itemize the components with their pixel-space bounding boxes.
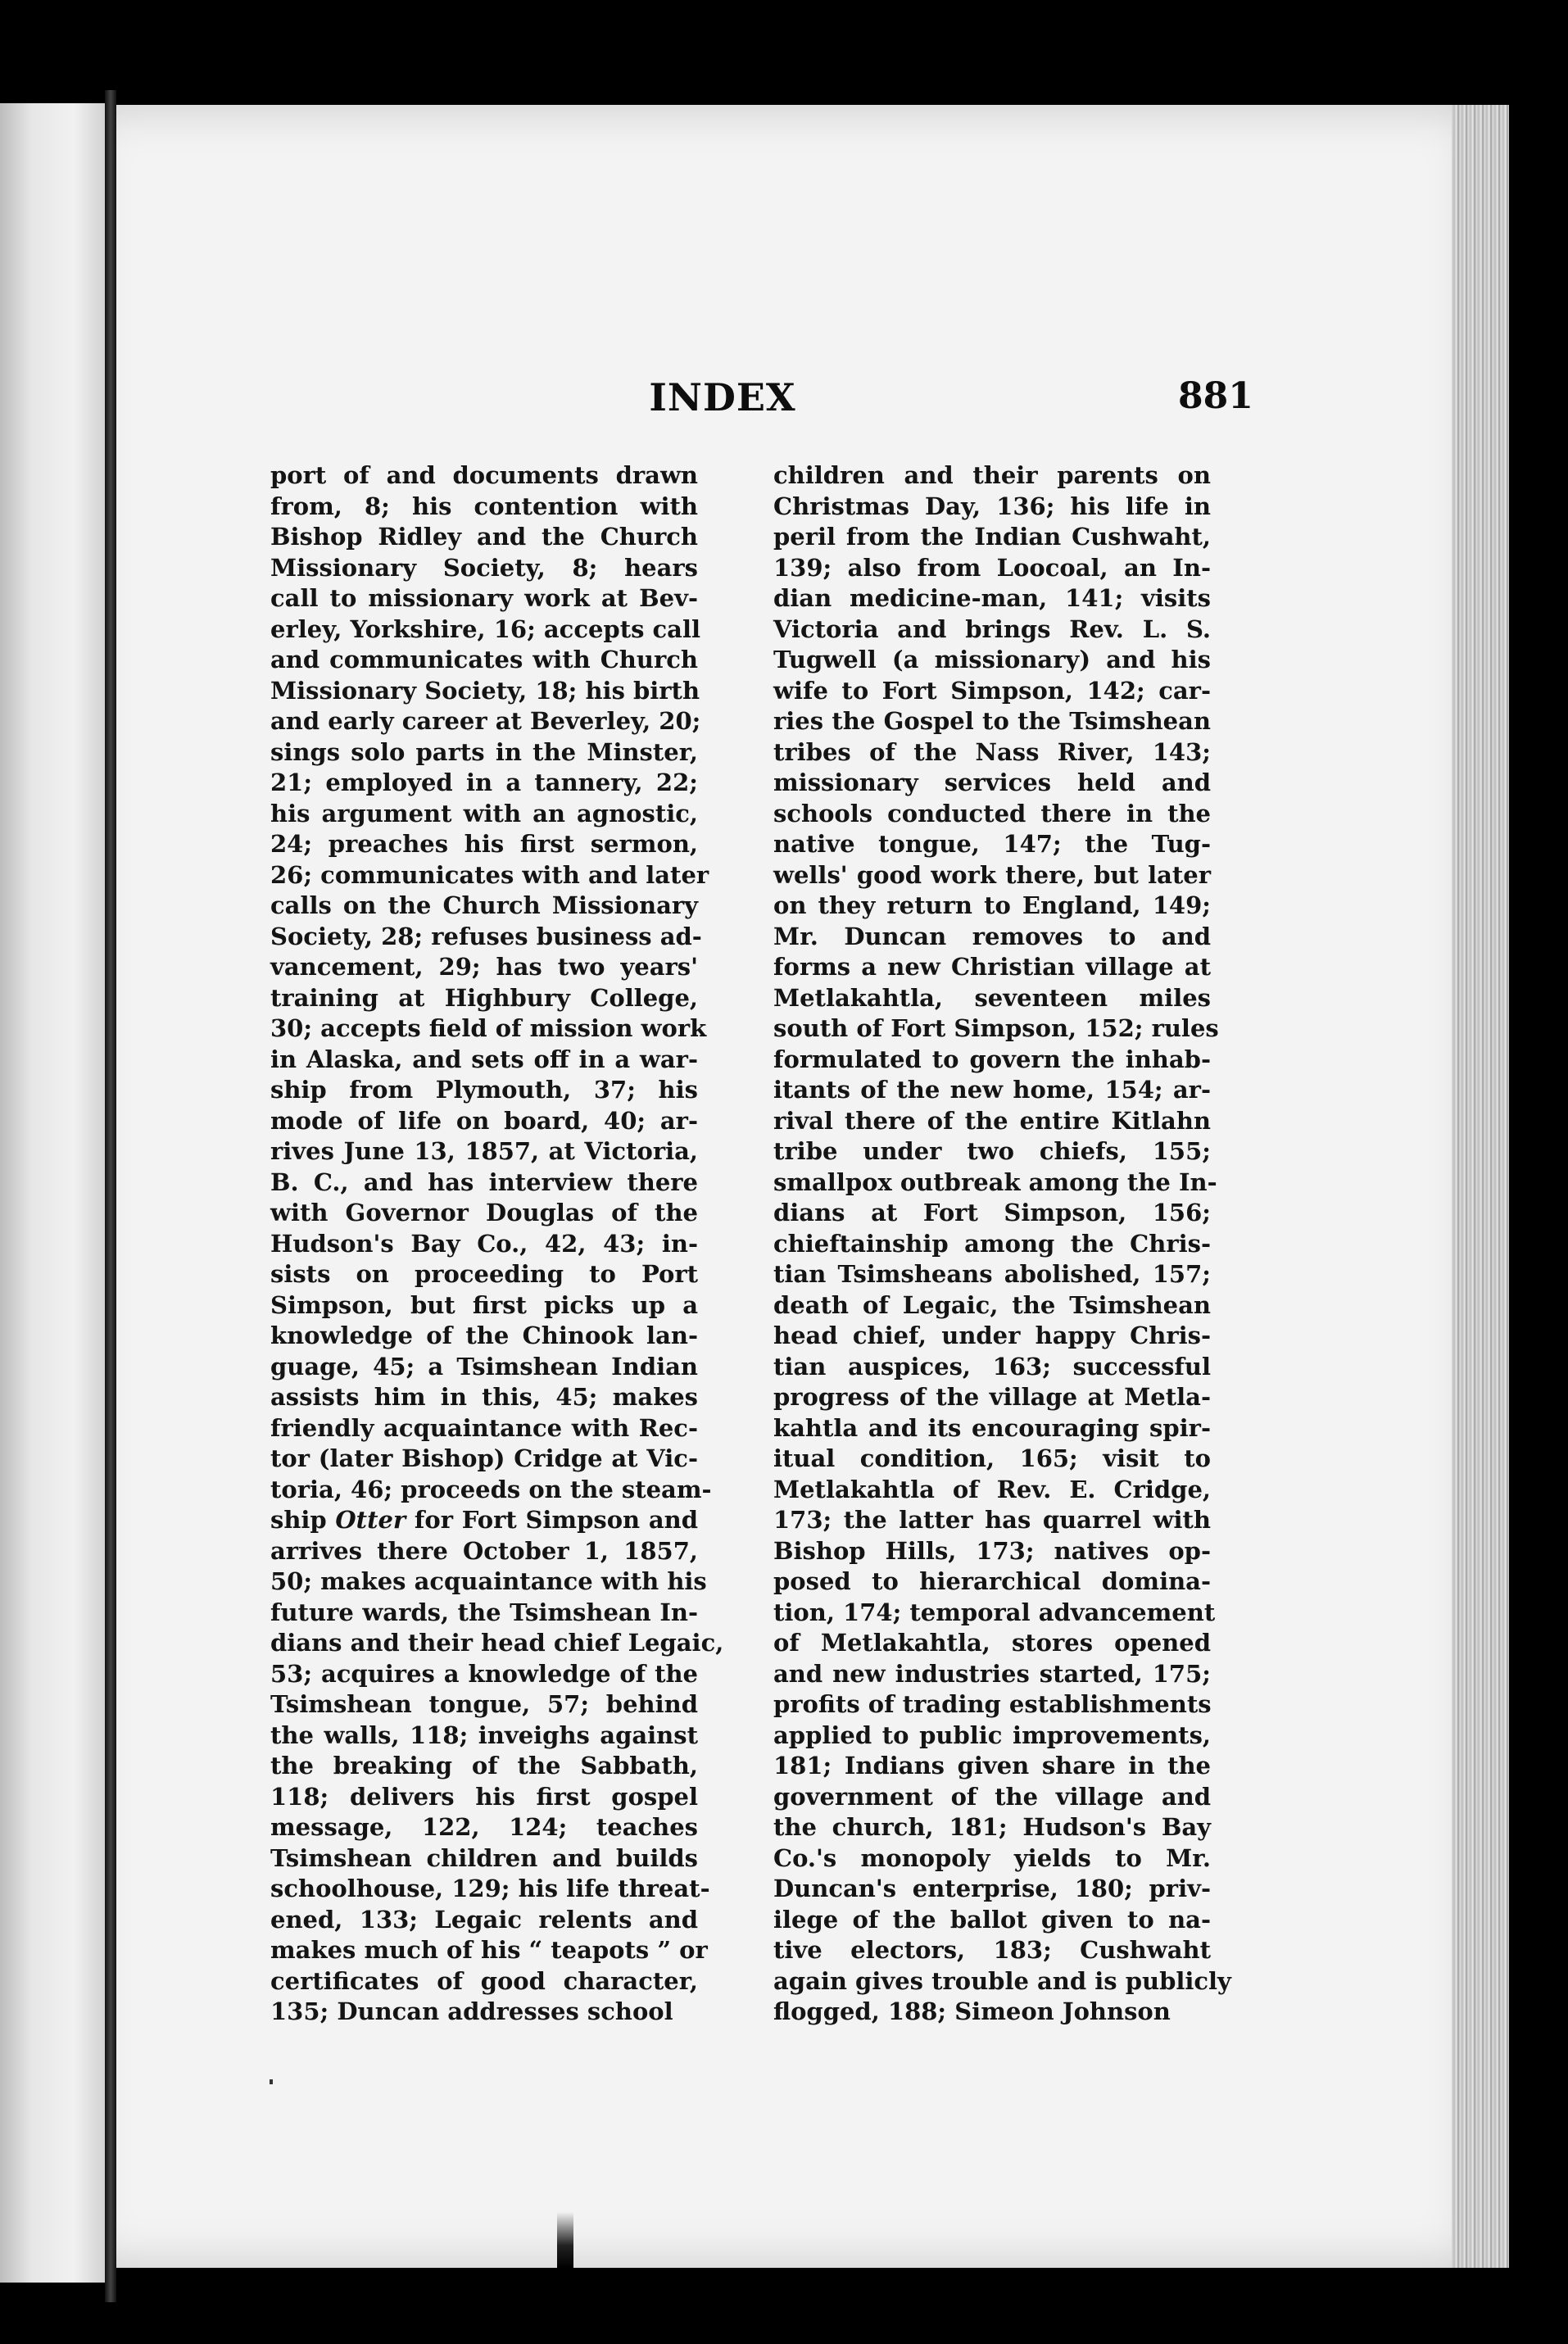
index-line: tian Tsimsheans abolished, 157; [773,1260,1211,1288]
index-line: Metlakahtla, seventeen miles [773,983,1211,1012]
book-gutter-shadow [105,90,116,2302]
index-line: itants of the new home, 154; ar- [773,1076,1211,1104]
index-line: chieftainship among the Chris- [773,1229,1211,1258]
ship-name: Otter [335,1506,406,1534]
index-line: ship from Plymouth, 37; his [270,1076,698,1104]
index-line: 21; employed in a tannery, 22; [270,768,698,796]
index-line: message, 122, 124; teaches [270,1813,698,1841]
binding-shadow [557,2212,573,2268]
index-line: Bishop Hills, 173; natives op- [773,1536,1211,1565]
index-line: and new industries started, 175; [773,1659,1211,1688]
book-page [116,105,1509,2268]
index-line: dian medicine-man, 141; visits [773,584,1211,612]
index-line: 26; communicates with and later [270,860,709,889]
index-line: rives June 13, 1857, at Victoria, [270,1137,698,1165]
index-column-left [270,460,724,2028]
index-line: Victoria and brings Rev. L. S. [773,614,1211,643]
index-line: smallpox outbreak among the In- [773,1167,1217,1196]
index-line: rival there of the entire Kitlahn [773,1106,1211,1135]
index-line: sists on proceeding to Port [270,1260,698,1288]
index-line: progress of the village at Metla- [773,1383,1211,1411]
index-line: Bishop Ridley and the Church [270,523,698,551]
index-line: of Metlakahtla, stores opened [773,1629,1211,1657]
index-line: Tsimshean tongue, 57; behind [270,1690,698,1718]
index-line: tor (later Bishop) Cridge at Vic- [270,1444,698,1472]
index-line: mode of life on board, 40; ar- [270,1106,698,1135]
index-line: the church, 181; Hudson's Bay [773,1813,1211,1841]
index-line: certificates of good character, [270,1966,698,1995]
index-line: 173; the latter has quarrel with [773,1506,1211,1534]
index-line: knowledge of the Chinook lan- [270,1322,698,1349]
index-line: B. C., and has interview there [270,1167,698,1196]
index-line: friendly acquaintance with Rec- [270,1413,698,1442]
index-line: and communicates with Church [270,646,698,673]
index-line: ilege of the ballot given to na- [773,1905,1211,1934]
index-line: peril from the Indian Cushwaht, [773,523,1211,551]
index-line: Hudson's Bay Co., 42, 43; in- [270,1229,698,1258]
index-line: dians and their head chief Legaic, [270,1629,724,1657]
index-line: future wards, the Tsimshean In- [270,1598,698,1626]
index-line: Simpson, but first picks up a [270,1290,698,1319]
index-line: itual condition, 165; visit to [773,1444,1211,1472]
index-line: wife to Fort Simpson, 142; car- [773,676,1211,705]
index-line: with Governor Douglas of the [270,1199,698,1226]
index-line: missionary services held and [773,768,1211,796]
index-line: Duncan's enterprise, 180; priv- [773,1875,1211,1902]
index-line: dians at Fort Simpson, 156; [773,1199,1211,1226]
index-line: Co.'s monopoly yields to Mr. [773,1843,1211,1872]
index-line: toria, 46; proceeds on the steam- [270,1475,712,1503]
index-line: 30; accepts field of mission work [270,1014,707,1042]
index-line: 50; makes acquaintance with his [270,1567,707,1595]
index-line: calls on the Church Missionary [270,891,698,919]
index-line: flogged, 188; Simeon Johnson [773,1997,1171,2025]
running-head: INDEX [649,375,796,419]
index-line: posed to hierarchical domina- [773,1567,1211,1595]
stray-ink-mark [270,2079,273,2084]
index-line: 135; Duncan addresses school [270,1997,673,2025]
index-line: profits of trading establishments [773,1690,1212,1718]
index-line: death of Legaic, the Tsimshean [773,1290,1211,1319]
index-line: tion, 174; temporal advancement [773,1598,1216,1626]
index-line: schools conducted there in the [773,799,1211,827]
index-line: port of and documents drawn [270,461,698,489]
page-number: 881 [1178,375,1253,417]
index-line: forms a new Christian village at [773,953,1211,981]
page-header [116,375,1345,433]
index-line: the walls, 118; inveighs against [270,1721,698,1749]
facing-page-edge [0,103,105,2283]
index-line: tribes of the Nass River, 143; [773,737,1211,766]
index-line: kahtla and its encouraging spir- [773,1413,1211,1442]
index-line: erley, Yorkshire, 16; accepts call [270,614,701,643]
index-line: Christmas Day, 136; his life in [773,492,1211,520]
index-line: 24; preaches his first sermon, [270,830,698,858]
index-line: head chief, under happy Chris- [773,1322,1211,1349]
index-line: assists him in this, 45; makes [270,1383,698,1411]
index-line: training at Highbury College, [270,983,698,1012]
index-line: sings solo parts in the Minster, [270,737,698,766]
index-line: ries the Gospel to the Tsimshean [773,707,1211,735]
index-line: schoolhouse, 129; his life threat- [270,1875,710,1902]
index-line: formulated to govern the inhab- [773,1045,1211,1073]
index-line: Tugwell (a missionary) and his [773,646,1211,673]
index-column-right [773,460,1231,2028]
index-line: and early career at Beverley, 20; [270,707,701,735]
index-line: applied to public improvements, [773,1721,1211,1749]
index-line: Missionary Society, 18; his birth [270,676,700,705]
index-line: 118; delivers his first gospel [270,1782,698,1811]
index-line: from, 8; his contention with [270,492,698,520]
index-line: 139; also from Loocoal, an In- [773,553,1211,582]
index-line: south of Fort Simpson, 152; rules [773,1014,1219,1042]
index-line: tive electors, 183; Cushwaht [773,1936,1211,1964]
index-line: arrives there October 1, 1857, [270,1536,698,1565]
index-line: Missionary Society, 8; hears [270,553,698,582]
index-line: Metlakahtla of Rev. E. Cridge, [773,1475,1211,1503]
index-line: the breaking of the Sabbath, [270,1752,698,1780]
index-line: 53; acquires a knowledge of the [270,1659,698,1688]
index-line: his argument with an agnostic, [270,799,698,827]
index-line: children and their parents on [773,461,1211,489]
index-line: native tongue, 147; the Tug- [773,830,1211,858]
index-line: vancement, 29; has two years' [270,953,698,981]
index-line: wells' good work there, but later [773,860,1211,889]
index-line: Tsimshean children and builds [270,1843,698,1872]
index-line: ened, 133; Legaic relents and [270,1905,698,1934]
index-line: call to missionary work at Bev- [270,584,698,612]
index-line: again gives trouble and is publicly [773,1966,1231,1995]
index-line: Society, 28; refuses business ad- [270,922,702,950]
index-line: Mr. Duncan removes to and [773,922,1211,950]
index-line: on they return to England, 149; [773,891,1211,919]
index-line: in Alaska, and sets off in a war- [270,1045,698,1073]
index-line: government of the village and [773,1782,1211,1811]
index-line: tian auspices, 163; successful [773,1352,1211,1381]
page-stack-edge [1452,105,1509,2268]
index-line: makes much of his “ teapots ” or [270,1936,708,1964]
index-line: guage, 45; a Tsimshean Indian [270,1352,698,1381]
index-line: ship Otter for Fort Simpson and [270,1506,698,1534]
index-line: tribe under two chiefs, 155; [773,1137,1211,1165]
index-line: 181; Indians given share in the [773,1752,1211,1780]
